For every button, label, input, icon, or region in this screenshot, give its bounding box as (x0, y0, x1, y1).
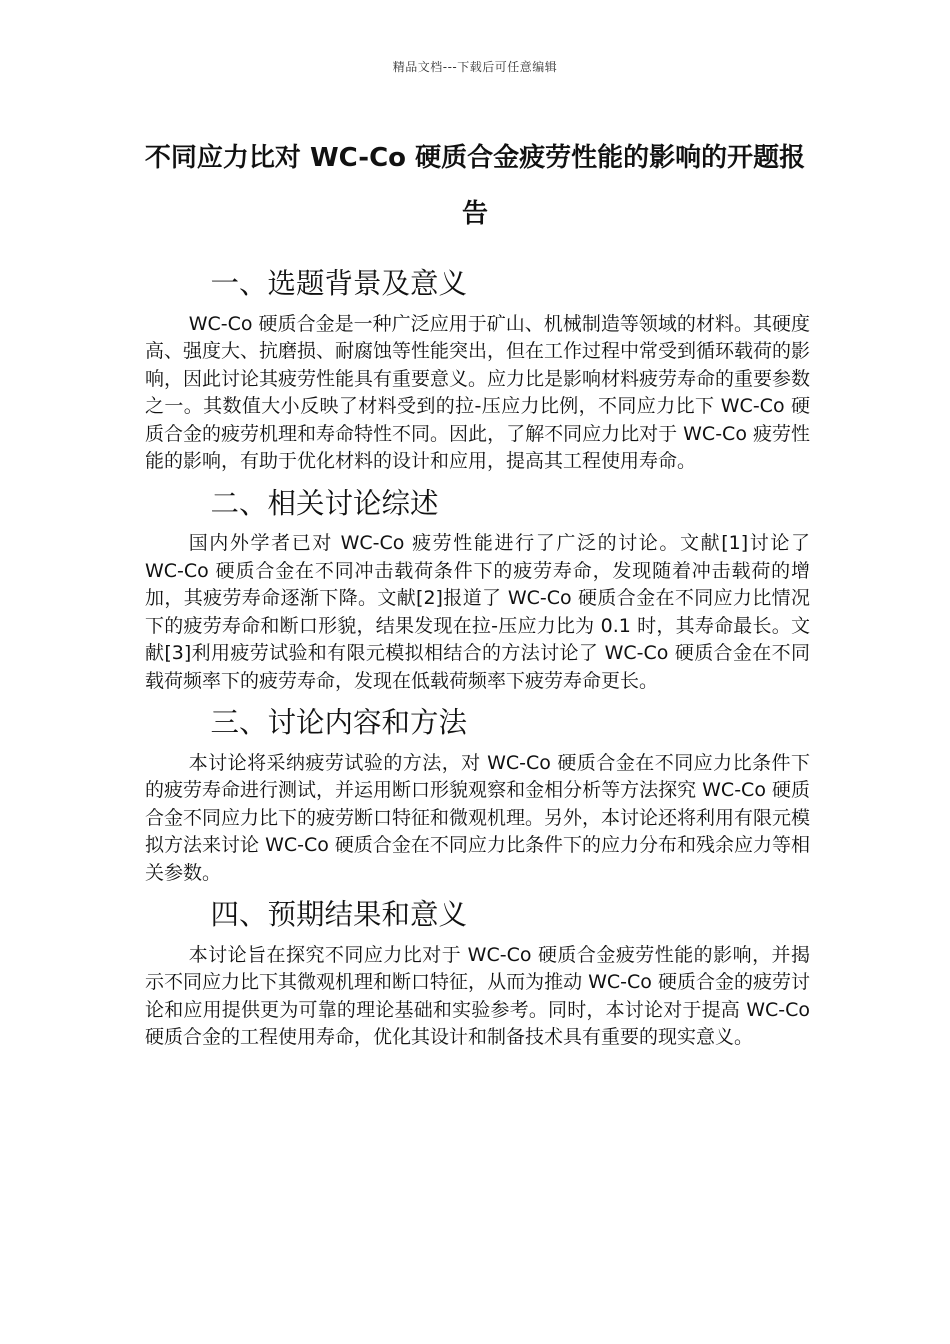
section-paragraph: 国内外学者已对 WC-Co 疲劳性能进行了广泛的讨论。文献[1]讨论了 WC-Co 硬质合金在不同冲击载荷条件下的疲劳寿命，发现随着冲击载荷的增加，其疲劳寿命逐渐下降。文献[2]报道了 WC-Co 硬质合金在不同应力比情况下的疲劳寿命和断口形貌，结果发现在拉-压应力比为 0.1 时，其寿命最长。文献[3]利用疲劳试验和有限元模拟相结合的方法讨论了 WC-Co 硬质合金在不同载荷频率下的疲劳寿命，发现在低载荷频率下疲劳寿命更长。 (145, 532, 810, 692)
section-paragraph: WC-Co 硬质合金是一种广泛应用于矿山、机械制造等领域的材料。其硬度高、强度大、抗磨损、耐腐蚀等性能突出，但在工作过程中常受到循环载荷的影响，因此讨论其疲劳性能具有重要意义。应力比是影响材料疲劳寿命的重要参数之一。其数值大小反映了材料受到的拉-压应力比例，不同应力比下 WC-Co 硬质合金的疲劳机理和寿命特性不同。因此，了解不同应力比对于 WC-Co 疲劳性能的影响，有助于优化材料的设计和应用，提高其工程使用寿命。 (145, 312, 811, 472)
section-paragraph: 本讨论旨在探究不同应力比对于 WC-Co 硬质合金疲劳性能的影响，并揭示不同应力比下其微观机理和断口特征，从而为推动 WC-Co 硬质合金的疲劳讨论和应用提供更为可靠的理论基础和实验参考。同时，本讨论对于提高 WC-Co 硬质合金的工程使用寿命，优化其设计和制备技术具有重要的现实意义。 (145, 943, 810, 1048)
page-header-note: 精品文档---下载后可任意编辑 (392, 60, 558, 74)
section-heading: 四、预期结果和意义 (210, 898, 468, 931)
section-background (145, 267, 811, 476)
document-title: 不同应力比对 WC-Co 硬质合金疲劳性能的影响的开题报告 (144, 143, 806, 229)
section-expected-results (145, 898, 810, 1052)
section-literature-review (145, 486, 810, 696)
section-paragraph: 本讨论将采纳疲劳试验的方法，对 WC-Co 硬质合金在不同应力比条件下的疲劳寿命进行测试，并运用断口形貌观察和金相分析等方法探究 WC-Co 硬质合金不同应力比下的疲劳断口特征和微观机理。另外，本讨论还将利用有限元模拟方法来讨论 WC-Co 硬质合金在不同应力比条件下的应力分布和残余应力等相关参数。 (145, 751, 811, 884)
section-heading: 二、相关讨论综述 (210, 486, 439, 520)
section-heading: 三、讨论内容和方法 (210, 706, 468, 739)
section-content-methods (145, 706, 811, 887)
document-body (145, 267, 811, 1066)
section-heading: 一、选题背景及意义 (210, 267, 468, 300)
